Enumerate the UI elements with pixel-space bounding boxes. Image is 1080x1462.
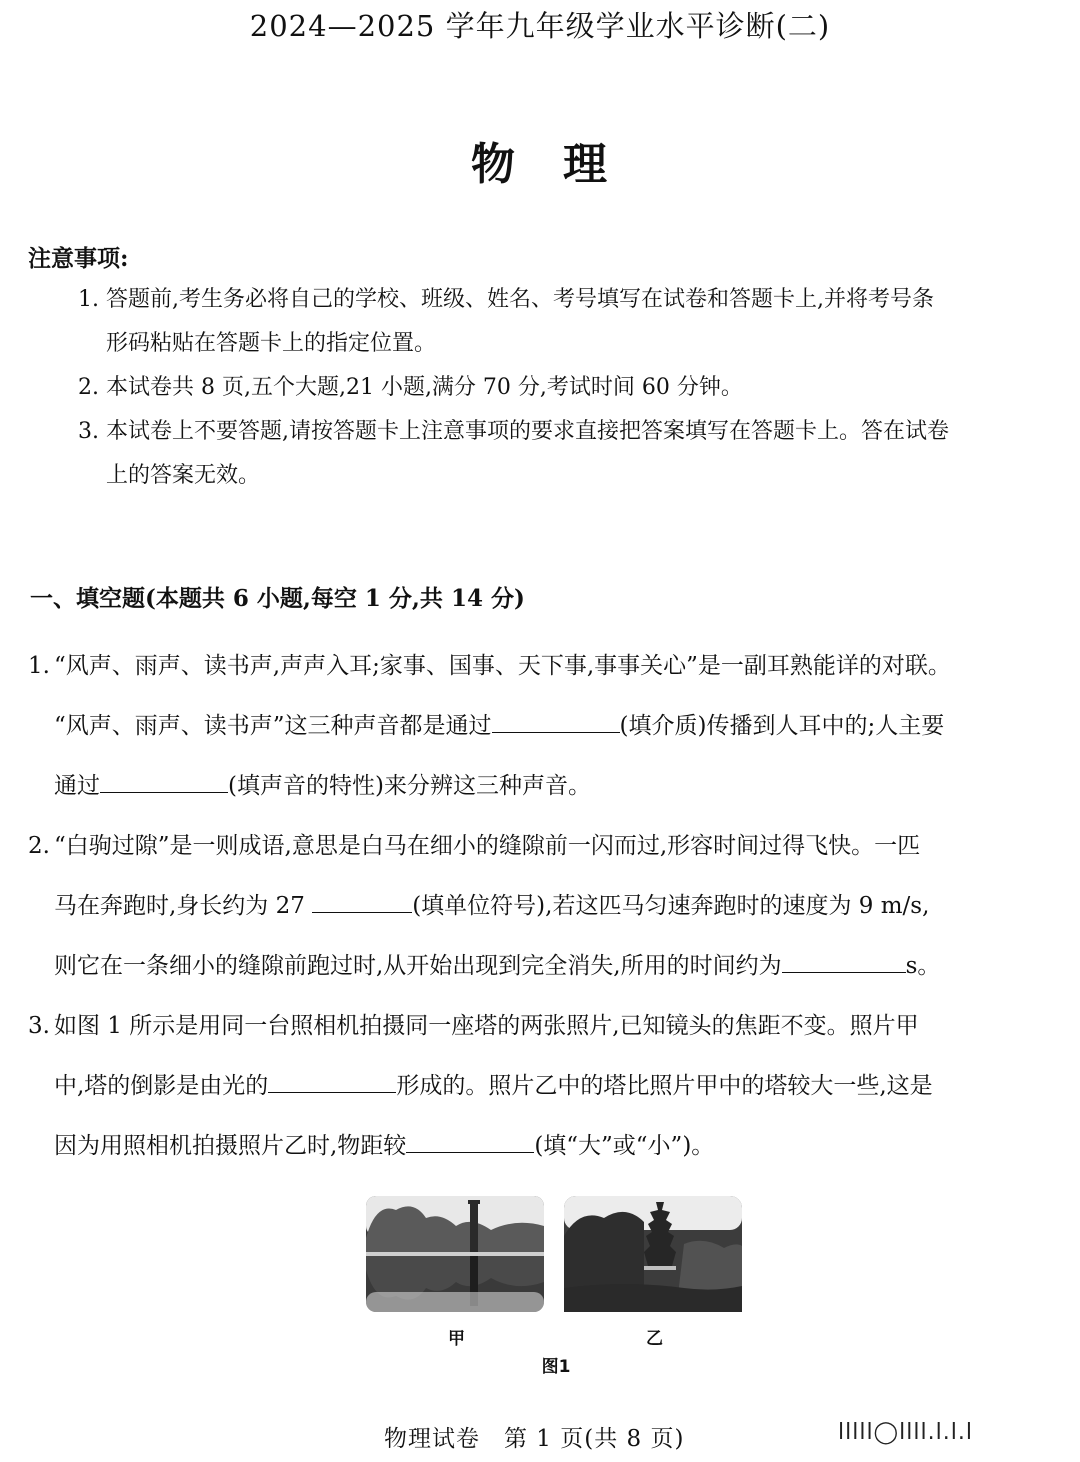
notice-item-1-line2: 形码粘贴在答题卡上的指定位置。 (106, 331, 437, 356)
question-1 (28, 636, 1058, 816)
question-2-line3a: 则它在一条细小的缝隙前跑过时,从开始出现到完全消失,所用的时间约为 (54, 953, 782, 979)
notice-item-1 (78, 278, 1053, 366)
figure-1 (366, 1196, 746, 1376)
question-3-line2a: 中,塔的倒影是由光的 (54, 1073, 269, 1099)
page-footer: 物理试卷 第 1 页(共 8 页) (384, 1426, 685, 1452)
answer-blank (312, 888, 412, 913)
notice-item-3-line2: 上的答案无效。 (106, 463, 261, 488)
notice-item-1-line1: 1. 答题前,考生务必将自己的学校、班级、姓名、考号填写在试卷和答题卡上,并将考号条 (78, 287, 934, 312)
question-list (28, 636, 1058, 1176)
question-1-line3b: (填声音的特性)来分辨这三种声音。 (228, 773, 591, 799)
question-2-line1: “白驹过隙”是一则成语,意思是白马在细小的缝隙前一闪而过,形容时间过得飞快。一匹 (54, 833, 921, 859)
watermark-logo: lllll◯llll.l.l.l (838, 1420, 973, 1445)
answer-blank (492, 708, 620, 733)
notice-title: 注意事项: (28, 245, 129, 272)
question-1-line2a: “风声、雨声、读书声”这三种声音都是通过 (54, 713, 492, 739)
question-1-line3a: 通过 (54, 773, 100, 799)
notice-item-2-line1: 2. 本试卷共 8 页,五个大题,21 小题,满分 70 分,考试时间 60 分钟。 (78, 375, 743, 400)
question-3-line1: 如图 1 所示是用同一台照相机拍摄同一座塔的两张照片,已知镜头的焦距不变。照片甲 (54, 1013, 919, 1039)
question-2-line3b: s。 (905, 953, 941, 979)
question-3-line3a: 因为用照相机拍摄照片乙时,物距较 (54, 1133, 407, 1159)
answer-blank (782, 948, 906, 973)
question-3-line2b: 形成的。照片乙中的塔比照片甲中的塔较大一些,这是 (396, 1073, 933, 1099)
question-2-number: 2. (28, 833, 50, 859)
notice-item-3-line1: 3. 本试卷上不要答题,请按答题卡上注意事项的要求直接把答案填写在答题卡上。答在试卷 (78, 419, 949, 444)
question-3-line3b: (填“大”或“小”)。 (534, 1133, 715, 1159)
figure-caption-jia: 甲 (448, 1329, 465, 1349)
notice-item-2 (78, 366, 1053, 410)
subject-title: 物 理 (471, 139, 609, 190)
photo-yi-tower-closeup (564, 1196, 742, 1312)
question-1-line2b: (填介质)传播到人耳中的;人主要 (619, 713, 945, 739)
answer-blank (268, 1068, 396, 1093)
photo-jia-tower-reflection (366, 1196, 544, 1312)
question-1-line1: “风声、雨声、读书声,声声入耳;家事、国事、天下事,事事关心”是一副耳熟能详的对联。 (54, 653, 951, 679)
question-2 (28, 816, 1058, 996)
question-2-line2a: 马在奔跑时,身长约为 27 (54, 893, 305, 919)
figure-label: 图1 (541, 1357, 571, 1377)
question-2-line2b: (填单位符号),若这匹马匀速奔跑时的速度为 9 m/s, (412, 893, 930, 919)
section-1-title: 一、填空题(本题共 6 小题,每空 1 分,共 14 分) (30, 585, 525, 612)
question-3 (28, 996, 1058, 1176)
answer-blank (406, 1128, 534, 1153)
notice-item-3 (78, 410, 1053, 498)
notice-list (78, 278, 1053, 498)
exam-header: 2024—2025 学年九年级学业水平诊断(二) (249, 9, 831, 43)
answer-blank (100, 768, 228, 793)
figure-caption-yi: 乙 (646, 1329, 663, 1349)
question-1-number: 1. (28, 653, 50, 679)
question-3-number: 3. (28, 1013, 50, 1039)
